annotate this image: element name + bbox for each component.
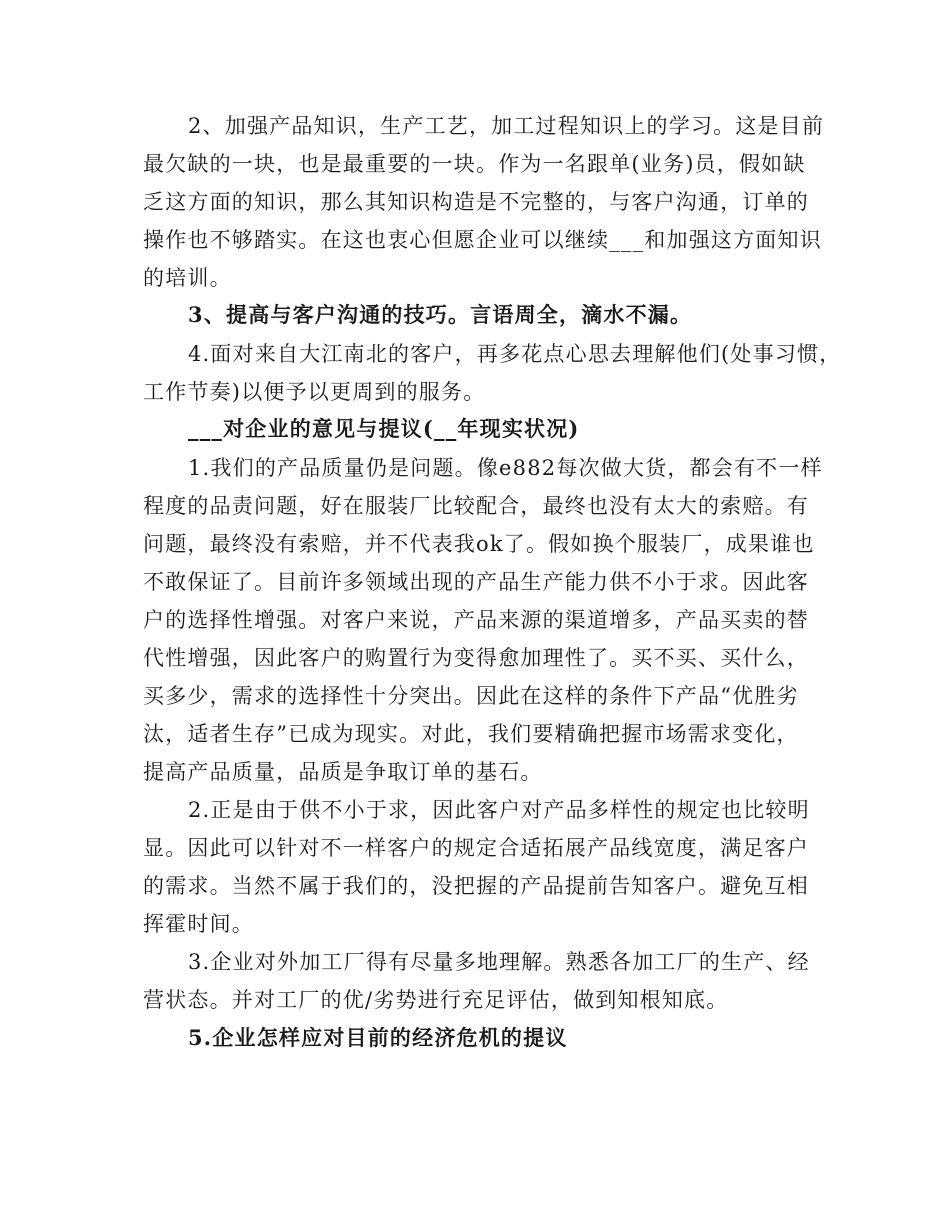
section-heading: 5.企业怎样应对目前的经济危机的提议 (188, 1025, 568, 1050)
paragraph-line: 1.我们的产品质量仍是问题。像e882每次做大货，都会有不一样 (188, 456, 823, 480)
paragraph-line: 挥霍时间。 (143, 912, 254, 936)
paragraph-line: 不敢保证了。目前许多领域出现的产品生产能力供不小于求。因此客 (143, 570, 809, 594)
paragraph-line: 最欠缺的一块，也是最重要的一块。作为一名跟单(业务)员，假如缺 (143, 152, 806, 176)
paragraph-line: 提高产品质量，品质是争取订单的基石。 (143, 760, 543, 784)
paragraph-line: 代性增强，因此客户的购置行为变得愈加理性了。买不买、买什么， (143, 646, 809, 670)
paragraph-line: 显。因此可以针对不一样客户的规定合适拓展产品线宽度，满足客户 (143, 836, 809, 860)
section-heading: ___对企业的意见与提议(__年现实状况) (188, 416, 580, 441)
paragraph-line: 乏这方面的知识，那么其知识构造是不完整的，与客户沟通，订单的 (143, 190, 809, 214)
section-heading: 3、提高与客户沟通的技巧。言语周全，滴水不漏。 (188, 302, 693, 327)
paragraph-line: 3.企业对外加工厂得有尽量多地理解。熟悉各加工厂的生产、经 (188, 950, 810, 974)
paragraph-line: 2.正是由于供不小于求，因此客户对产品多样性的规定也比较明 (188, 798, 810, 822)
paragraph-line: 问题，最终没有索赔，并不代表我ok了。假如换个服装厂，成果谁也 (143, 532, 815, 556)
paragraph-line: 2、加强产品知识，生产工艺，加工过程知识上的学习。这是目前 (188, 114, 825, 138)
paragraph-line: 的需求。当然不属于我们的，没把握的产品提前告知客户。避免互相 (143, 874, 809, 898)
paragraph-line: 工作节奏)以便予以更周到的服务。 (143, 380, 486, 404)
paragraph-line: 营状态。并对工厂的优/劣势进行充足评估，做到知根知底。 (143, 988, 729, 1012)
paragraph-line: 户的选择性增强。对客户来说，产品来源的渠道增多，产品买卖的替 (143, 608, 809, 632)
paragraph-line: 程度的品责问题，好在服装厂比较配合，最终也没有太大的索赔。有 (143, 494, 809, 518)
paragraph-line: 的培训。 (143, 266, 232, 290)
paragraph-line: 买多少，需求的选择性十分突出。因此在这样的条件下产品“优胜劣 (143, 684, 799, 708)
paragraph-line: 操作也不够踏实。在这也衷心但愿企业可以继续___和加强这方面知识 (143, 228, 822, 252)
paragraph-line: 4.面对来自大江南北的客户，再多花点心思去理解他们(处事习惯， (188, 342, 842, 366)
paragraph-line: 汰，适者生存”已成为现实。对此，我们要精确把握市场需求变化， (143, 722, 799, 746)
